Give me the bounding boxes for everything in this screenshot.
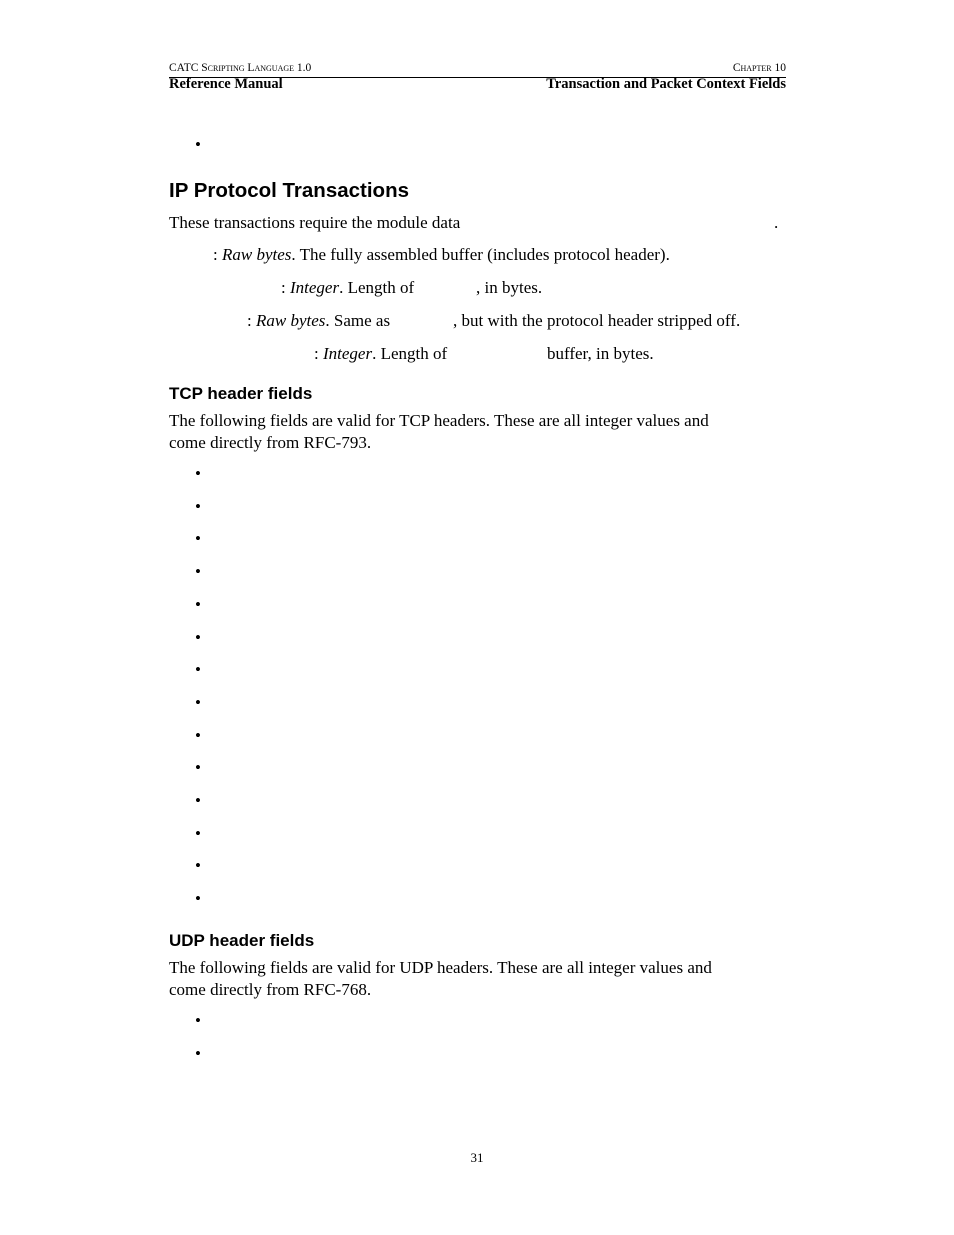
list-bullet: • xyxy=(195,594,201,614)
tcp-description-line-2: come directly from RFC-793. xyxy=(169,433,372,452)
field-desc: . Length of xyxy=(372,344,448,363)
tcp-description xyxy=(169,410,789,454)
tcp-heading: TCP header fields xyxy=(169,384,313,403)
list-bullet: • xyxy=(195,529,201,549)
list-bullet: • xyxy=(195,725,201,745)
list-bullet: • xyxy=(195,464,201,483)
list-bullet: • xyxy=(195,135,201,154)
field-desc: . The fully assembled buffer (includes protocol header). xyxy=(291,245,670,264)
field-type: Integer xyxy=(289,278,340,297)
field-type: Raw bytes xyxy=(255,311,326,330)
list-bullet: • xyxy=(195,791,201,810)
field-description-1: : Raw bytes. The fully assembled buffer (includes protocol header). xyxy=(213,245,670,264)
udp-description-line-2: come directly from RFC-768. xyxy=(169,980,372,999)
list-bullet: • xyxy=(195,889,201,909)
field-desc: . Same as xyxy=(325,311,391,330)
header-manual-name: Reference Manual xyxy=(169,76,283,92)
udp-description-line-1: The following fields are valid for UDP headers. These are all integer values and xyxy=(169,958,712,977)
field-description-2: : Integer. Length of xyxy=(281,278,415,297)
list-bullet: • xyxy=(195,1011,201,1030)
field-description-4: : Integer. Length of xyxy=(314,344,448,363)
field-type: Raw bytes xyxy=(221,245,292,264)
udp-heading: UDP header fields xyxy=(169,931,315,950)
field-description-3: : Raw bytes. Same as xyxy=(247,311,391,330)
running-header-top xyxy=(169,61,786,75)
header-chapter: Chapter 10 xyxy=(732,62,786,74)
list-bullet: • xyxy=(195,758,201,778)
tcp-description-line-1: The following fields are valid for TCP headers. These are all integer values and xyxy=(169,411,709,430)
list-bullet: • xyxy=(195,856,201,876)
section-intro: These transactions require the module data xyxy=(169,213,461,232)
list-bullet: • xyxy=(195,496,201,516)
header-chapter-title: Transaction and Packet Context Fields xyxy=(546,76,786,92)
list-bullet: • xyxy=(195,823,201,843)
section-title: IP Protocol Transactions xyxy=(169,179,409,202)
field-description-3-tail: , but with the protocol header stripped off. xyxy=(453,311,741,330)
list-bullet: • xyxy=(195,627,201,647)
header-book-title: CATC Scripting Language 1.0 xyxy=(169,62,312,74)
field-type: Integer xyxy=(322,344,373,363)
running-header-bottom xyxy=(169,76,786,93)
udp-description xyxy=(169,957,789,1001)
list-bullet: • xyxy=(195,660,201,680)
list-bullet: • xyxy=(195,692,201,712)
list-bullet: • xyxy=(195,1043,201,1063)
page-number: 31 xyxy=(470,1150,484,1165)
section-intro-period: . xyxy=(774,213,779,232)
field-desc: . Length of xyxy=(339,278,415,297)
field-description-2-tail: , in bytes. xyxy=(476,278,543,297)
field-description-4-tail: buffer, in bytes. xyxy=(547,344,654,363)
list-bullet: • xyxy=(195,562,201,582)
